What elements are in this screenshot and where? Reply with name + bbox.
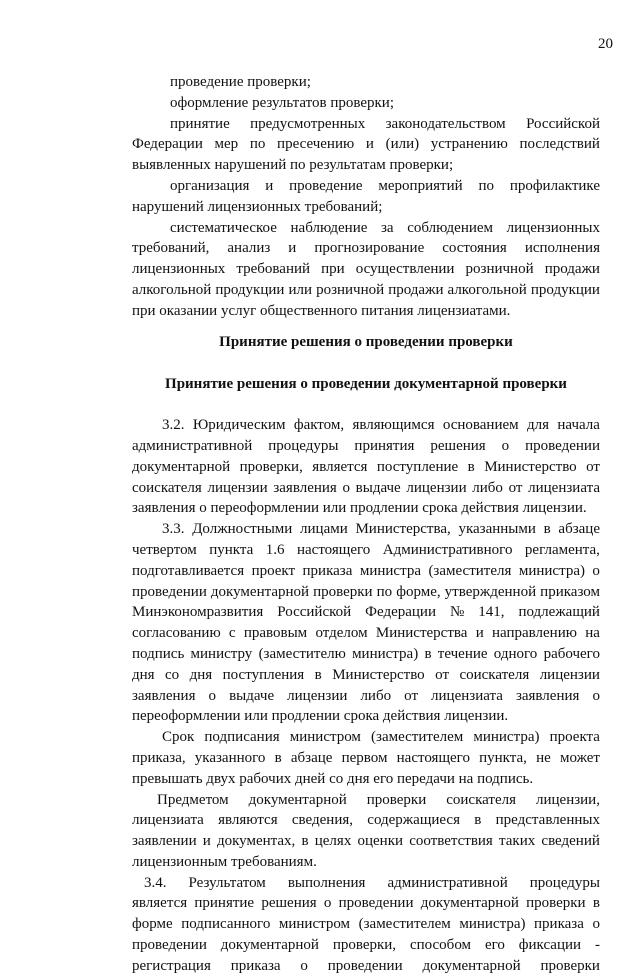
text-line: подготавливается проект приказа министра (заместителя министра) о — [132, 562, 600, 579]
section-heading: Принятие решения о проведении проверки — [219, 333, 513, 350]
text-line: регистрация приказа о проведении документарной проверки — [132, 957, 600, 974]
text-line: Минэкономразвития Российской Федерации № 141, подлежащий — [132, 604, 600, 621]
text-line: Предметом документарной проверки соискателя лицензии, — [157, 791, 600, 808]
text-line: 3.2. Юридическим фактом, являющимся основанием для начала — [162, 417, 600, 434]
paragraph-block-top — [132, 72, 600, 322]
text-line: Федерации мер по пресечению и (или) устранению последствий — [132, 136, 600, 153]
text-line: лицензионным требованиям. — [132, 853, 317, 870]
text-line: дня со дня поступления в Министерство от соискателя лицензии — [132, 666, 600, 683]
text-line: переоформлении или продлении срока действия лицензии. — [132, 708, 509, 725]
paragraph-block-bottom — [132, 415, 600, 977]
text-line: является принятие решения о проведении документарной проверки в — [132, 895, 600, 912]
text-line: проведении документарной проверки по форме, утвержденной приказом — [132, 583, 600, 600]
text-line: проведении документарной проверки, способом его фиксации - — [132, 937, 600, 954]
text-line: принятие предусмотренных законодательством Российской — [170, 115, 600, 132]
text-line: четвертом пункта 1.6 настоящего Административного регламента, — [132, 541, 600, 558]
text-line: алкогольной продукции или розничной продажи алкогольной продукции — [132, 281, 600, 298]
text-line: при оказании услуг общественного питания лицензиатами. — [132, 302, 511, 319]
subsection-heading: Принятие решения о проведении документарной проверки — [165, 376, 567, 393]
text-line: административной процедуры принятия решения о проведении — [132, 437, 600, 454]
text-line: лицензионных требований при осуществлении розничной продажи — [132, 261, 600, 278]
text-line: согласованию с правовым отделом Министерства и направлению на — [132, 625, 600, 642]
text-line: Срок подписания министром (заместителем министра) проекта — [162, 729, 600, 746]
text-line: превышать двух рабочих дней со дня его передачи на подпись. — [132, 770, 534, 787]
text-line: требований, анализ и прогнозирование состояния исполнения — [132, 240, 600, 257]
text-line: лицензиата являются сведения, содержащиеся в представленных — [132, 812, 600, 829]
text-line: форме подписанного министром (заместителем министра) приказа о — [132, 916, 600, 933]
document-body — [132, 72, 600, 977]
text-line: систематическое наблюдение за соблюдением лицензионных — [170, 219, 600, 236]
text-line: документарной проверки, является поступление в Министерство от — [132, 458, 600, 475]
text-line: подпись министру (заместителю министра) в течение одного рабочего — [132, 645, 600, 662]
page-number: 20 — [598, 36, 613, 52]
text-line: выявленных нарушений по результатам проверки; — [132, 157, 454, 174]
text-line: организация и проведение мероприятий по профилактике — [170, 177, 600, 194]
text-line: соискателя лицензии заявления о выдаче лицензии либо от лицензиата — [132, 479, 600, 496]
text-line: проведение проверки; — [170, 74, 311, 90]
text-line: заявления о переоформлении или продлении срока действия лицензии. — [132, 500, 587, 517]
text-line: заявления о выдаче лицензии либо от лицензиата заявления о — [132, 687, 600, 704]
text-line: оформление результатов проверки; — [170, 94, 394, 111]
text-line: заявлении и документах, в целях оценки соответствия таких сведений — [132, 833, 600, 850]
text-line: 3.3. Должностными лицами Министерства, указанными в абзаце — [162, 521, 600, 538]
text-line: нарушений лицензионных требований; — [132, 198, 383, 215]
text-line: 3.4. Результатом выполнения административной процедуры — [144, 874, 600, 891]
text-line: приказа, указанного в абзаце первом настоящего пункта, не может — [132, 749, 600, 766]
